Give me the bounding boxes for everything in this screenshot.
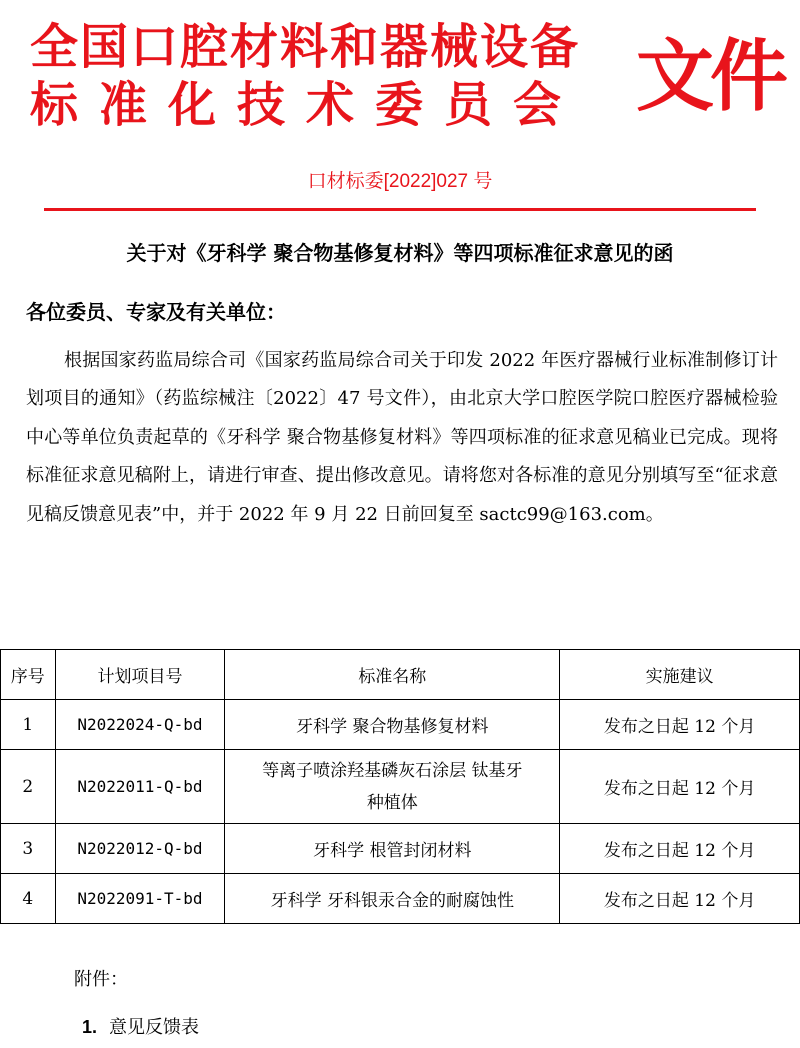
issuer-name-line2: 标准化技术委员会 [30,77,583,133]
header-cell-name: 标准名称 [225,650,560,700]
document-number: 口材标委[2022]027 号 [307,171,493,192]
cell-advice: 发布之日起 12 个月 [560,824,800,874]
header-cell-plan: 计划项目号 [55,650,225,700]
table-row [1,824,800,874]
issuer-name-line1: 全国口腔材料和器械设备 [30,19,581,75]
cell-no: 3 [1,824,56,874]
cell-plan: N2022024-Q-bd [55,700,225,750]
document-title: 关于对《牙科学 聚合物基修复材料》等四项标准征求意见的函 [126,241,674,265]
cell-name: 牙科学 聚合物基修复材料 [225,700,560,750]
cell-name: 牙科学 根管封闭材料 [225,824,560,874]
cell-plan: N2022012-Q-bd [55,824,225,874]
red-divider [44,208,756,211]
header-cell-no: 序号 [1,650,56,700]
cell-advice: 发布之日起 12 个月 [560,700,800,750]
document-mark: 文件 [636,32,785,122]
attachment-number: 1. [82,1017,98,1037]
cell-no: 2 [1,750,56,824]
attachment-item [82,1013,199,1039]
table-row [1,750,800,824]
cell-advice: 发布之日起 12 个月 [560,874,800,924]
cell-plan: N2022091-T-bd [55,874,225,924]
cell-no: 1 [1,700,56,750]
table-row [1,700,800,750]
table-header-row [1,650,800,700]
table-row [1,874,800,924]
standards-table [0,649,800,924]
cell-name: 牙科学 牙科银汞合金的耐腐蚀性 [225,874,560,924]
cell-no: 4 [1,874,56,924]
header-cell-advice: 实施建议 [560,650,800,700]
attachment-text: 意见反馈表 [109,1017,200,1038]
salutation: 各位委员、专家及有关单位： [26,300,286,324]
attachments-label: 附件： [74,969,128,990]
cell-name: 等离子喷涂羟基磷灰石涂层 钛基牙种植体 [225,750,560,824]
cell-advice: 发布之日起 12 个月 [560,750,800,824]
body-paragraph: 根据国家药监局综合司《国家药监局综合司关于印发 2022 年医疗器械行业标准制修订计划项目的通知》（药监综械注〔2022〕47 号文件），由北京大学口腔医学院口腔医疗器械检验中心等单位负责起草的《牙科学 聚合物基修复材料》等四项标准的征求意见稿业已完成。现将标准征求意见稿附上，请进行审查、提出修改意见。请将您对各标准的意见分别填写至“征求意见稿反馈意见表”中，并于 2022 年 9 月 22 日前回复至 sactc99@163.com。 [26,350,778,525]
cell-plan: N2022011-Q-bd [55,750,225,824]
